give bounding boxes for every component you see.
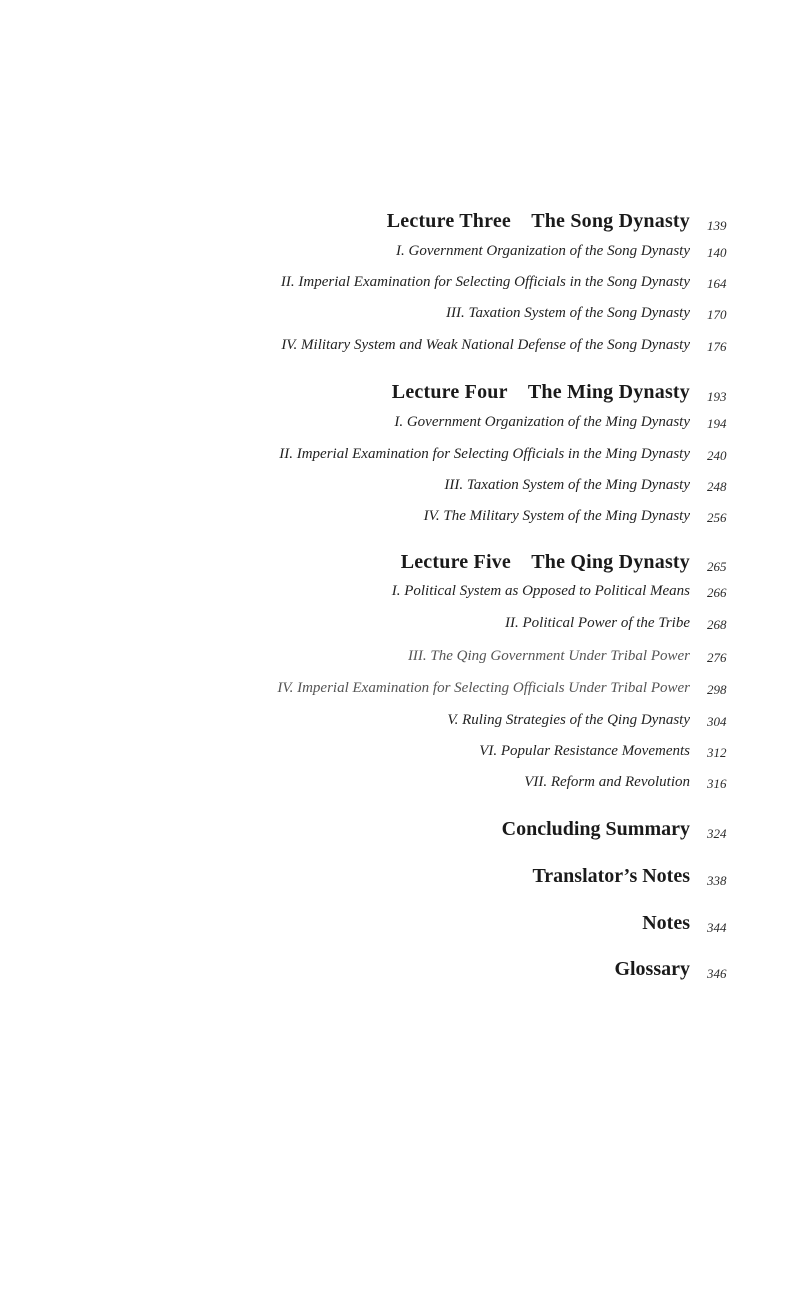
toc-notes[interactable] bbox=[0, 912, 800, 940]
page-number: 170 bbox=[707, 307, 727, 322]
lecture-title: Lecture Four The Ming Dynasty bbox=[391, 381, 690, 403]
toc-entry[interactable] bbox=[0, 508, 800, 536]
toc-entry[interactable] bbox=[0, 743, 800, 771]
entry-title: I. Government Organization of the Ming Dynasty bbox=[394, 414, 690, 430]
toc-entry[interactable] bbox=[0, 446, 800, 474]
toc-glossary[interactable] bbox=[0, 958, 800, 986]
page-number: 304 bbox=[707, 714, 727, 729]
page-number: 176 bbox=[707, 339, 727, 354]
toc-lecture-three[interactable] bbox=[0, 210, 800, 238]
toc-concluding-summary[interactable] bbox=[0, 818, 800, 846]
page-number: 312 bbox=[707, 745, 727, 760]
toc-lecture-five[interactable] bbox=[0, 551, 800, 579]
entry-title: Glossary bbox=[614, 958, 690, 980]
entry-title: I. Government Organization of the Song Dynasty bbox=[396, 243, 690, 259]
entry-title: IV. The Military System of the Ming Dynasty bbox=[423, 508, 690, 524]
entry-title: Translator’s Notes bbox=[532, 865, 690, 887]
page-number: 164 bbox=[707, 276, 727, 291]
page-number: 248 bbox=[707, 479, 727, 494]
entry-title: I. Political System as Opposed to Political Means bbox=[391, 583, 690, 599]
page-number: 139 bbox=[707, 218, 727, 233]
entry-title: VII. Reform and Revolution bbox=[524, 774, 690, 790]
entry-title: VI. Popular Resistance Movements bbox=[479, 743, 690, 759]
page-number: 194 bbox=[707, 416, 727, 431]
toc-entry[interactable] bbox=[0, 648, 800, 676]
toc-entry[interactable] bbox=[0, 274, 800, 302]
entry-title: II. Imperial Examination for Selecting Officials in the Ming Dynasty bbox=[279, 446, 690, 462]
page-number: 265 bbox=[707, 559, 727, 574]
page-number: 298 bbox=[707, 682, 727, 697]
page-number: 240 bbox=[707, 448, 727, 463]
toc-entry[interactable] bbox=[0, 477, 800, 505]
page-number: 256 bbox=[707, 510, 727, 525]
toc-entry[interactable] bbox=[0, 615, 800, 643]
entry-title: II. Imperial Examination for Selecting Officials in the Song Dynasty bbox=[280, 274, 690, 290]
entry-title: III. Taxation System of the Ming Dynasty bbox=[444, 477, 690, 493]
entry-title: IV. Military System and Weak National Defense of the Song Dynasty bbox=[281, 337, 690, 353]
entry-title: III. Taxation System of the Song Dynasty bbox=[446, 305, 690, 321]
page-number: 140 bbox=[707, 245, 727, 260]
toc-entry[interactable] bbox=[0, 243, 800, 271]
entry-title: Concluding Summary bbox=[501, 818, 690, 840]
entry-title: IV. Imperial Examination for Selecting Officials Under Tribal Power bbox=[277, 680, 690, 696]
page-number: 344 bbox=[707, 920, 727, 935]
toc-entry[interactable] bbox=[0, 680, 800, 708]
entry-title: III. The Qing Government Under Tribal Power bbox=[407, 648, 690, 664]
page-number: 268 bbox=[707, 617, 727, 632]
page-number: 316 bbox=[707, 776, 727, 791]
toc-translators-notes[interactable] bbox=[0, 865, 800, 893]
lecture-title: Lecture Three The Song Dynasty bbox=[386, 210, 690, 232]
toc-entry[interactable] bbox=[0, 774, 800, 802]
page-number: 193 bbox=[707, 389, 727, 404]
toc-entry[interactable] bbox=[0, 337, 800, 365]
entry-title: Notes bbox=[642, 912, 690, 934]
toc-entry[interactable] bbox=[0, 305, 800, 333]
page-number: 266 bbox=[707, 585, 727, 600]
toc-lecture-four[interactable] bbox=[0, 381, 800, 409]
page-number: 346 bbox=[707, 966, 727, 981]
toc-entry[interactable] bbox=[0, 414, 800, 442]
toc-entry[interactable] bbox=[0, 583, 800, 611]
page-number: 276 bbox=[707, 650, 727, 665]
entry-title: V. Ruling Strategies of the Qing Dynasty bbox=[447, 712, 690, 728]
toc-entry[interactable] bbox=[0, 712, 800, 740]
lecture-title: Lecture Five The Qing Dynasty bbox=[400, 551, 690, 573]
page-number: 324 bbox=[707, 826, 727, 841]
entry-title: II. Political Power of the Tribe bbox=[505, 615, 690, 631]
page-number: 338 bbox=[707, 873, 727, 888]
